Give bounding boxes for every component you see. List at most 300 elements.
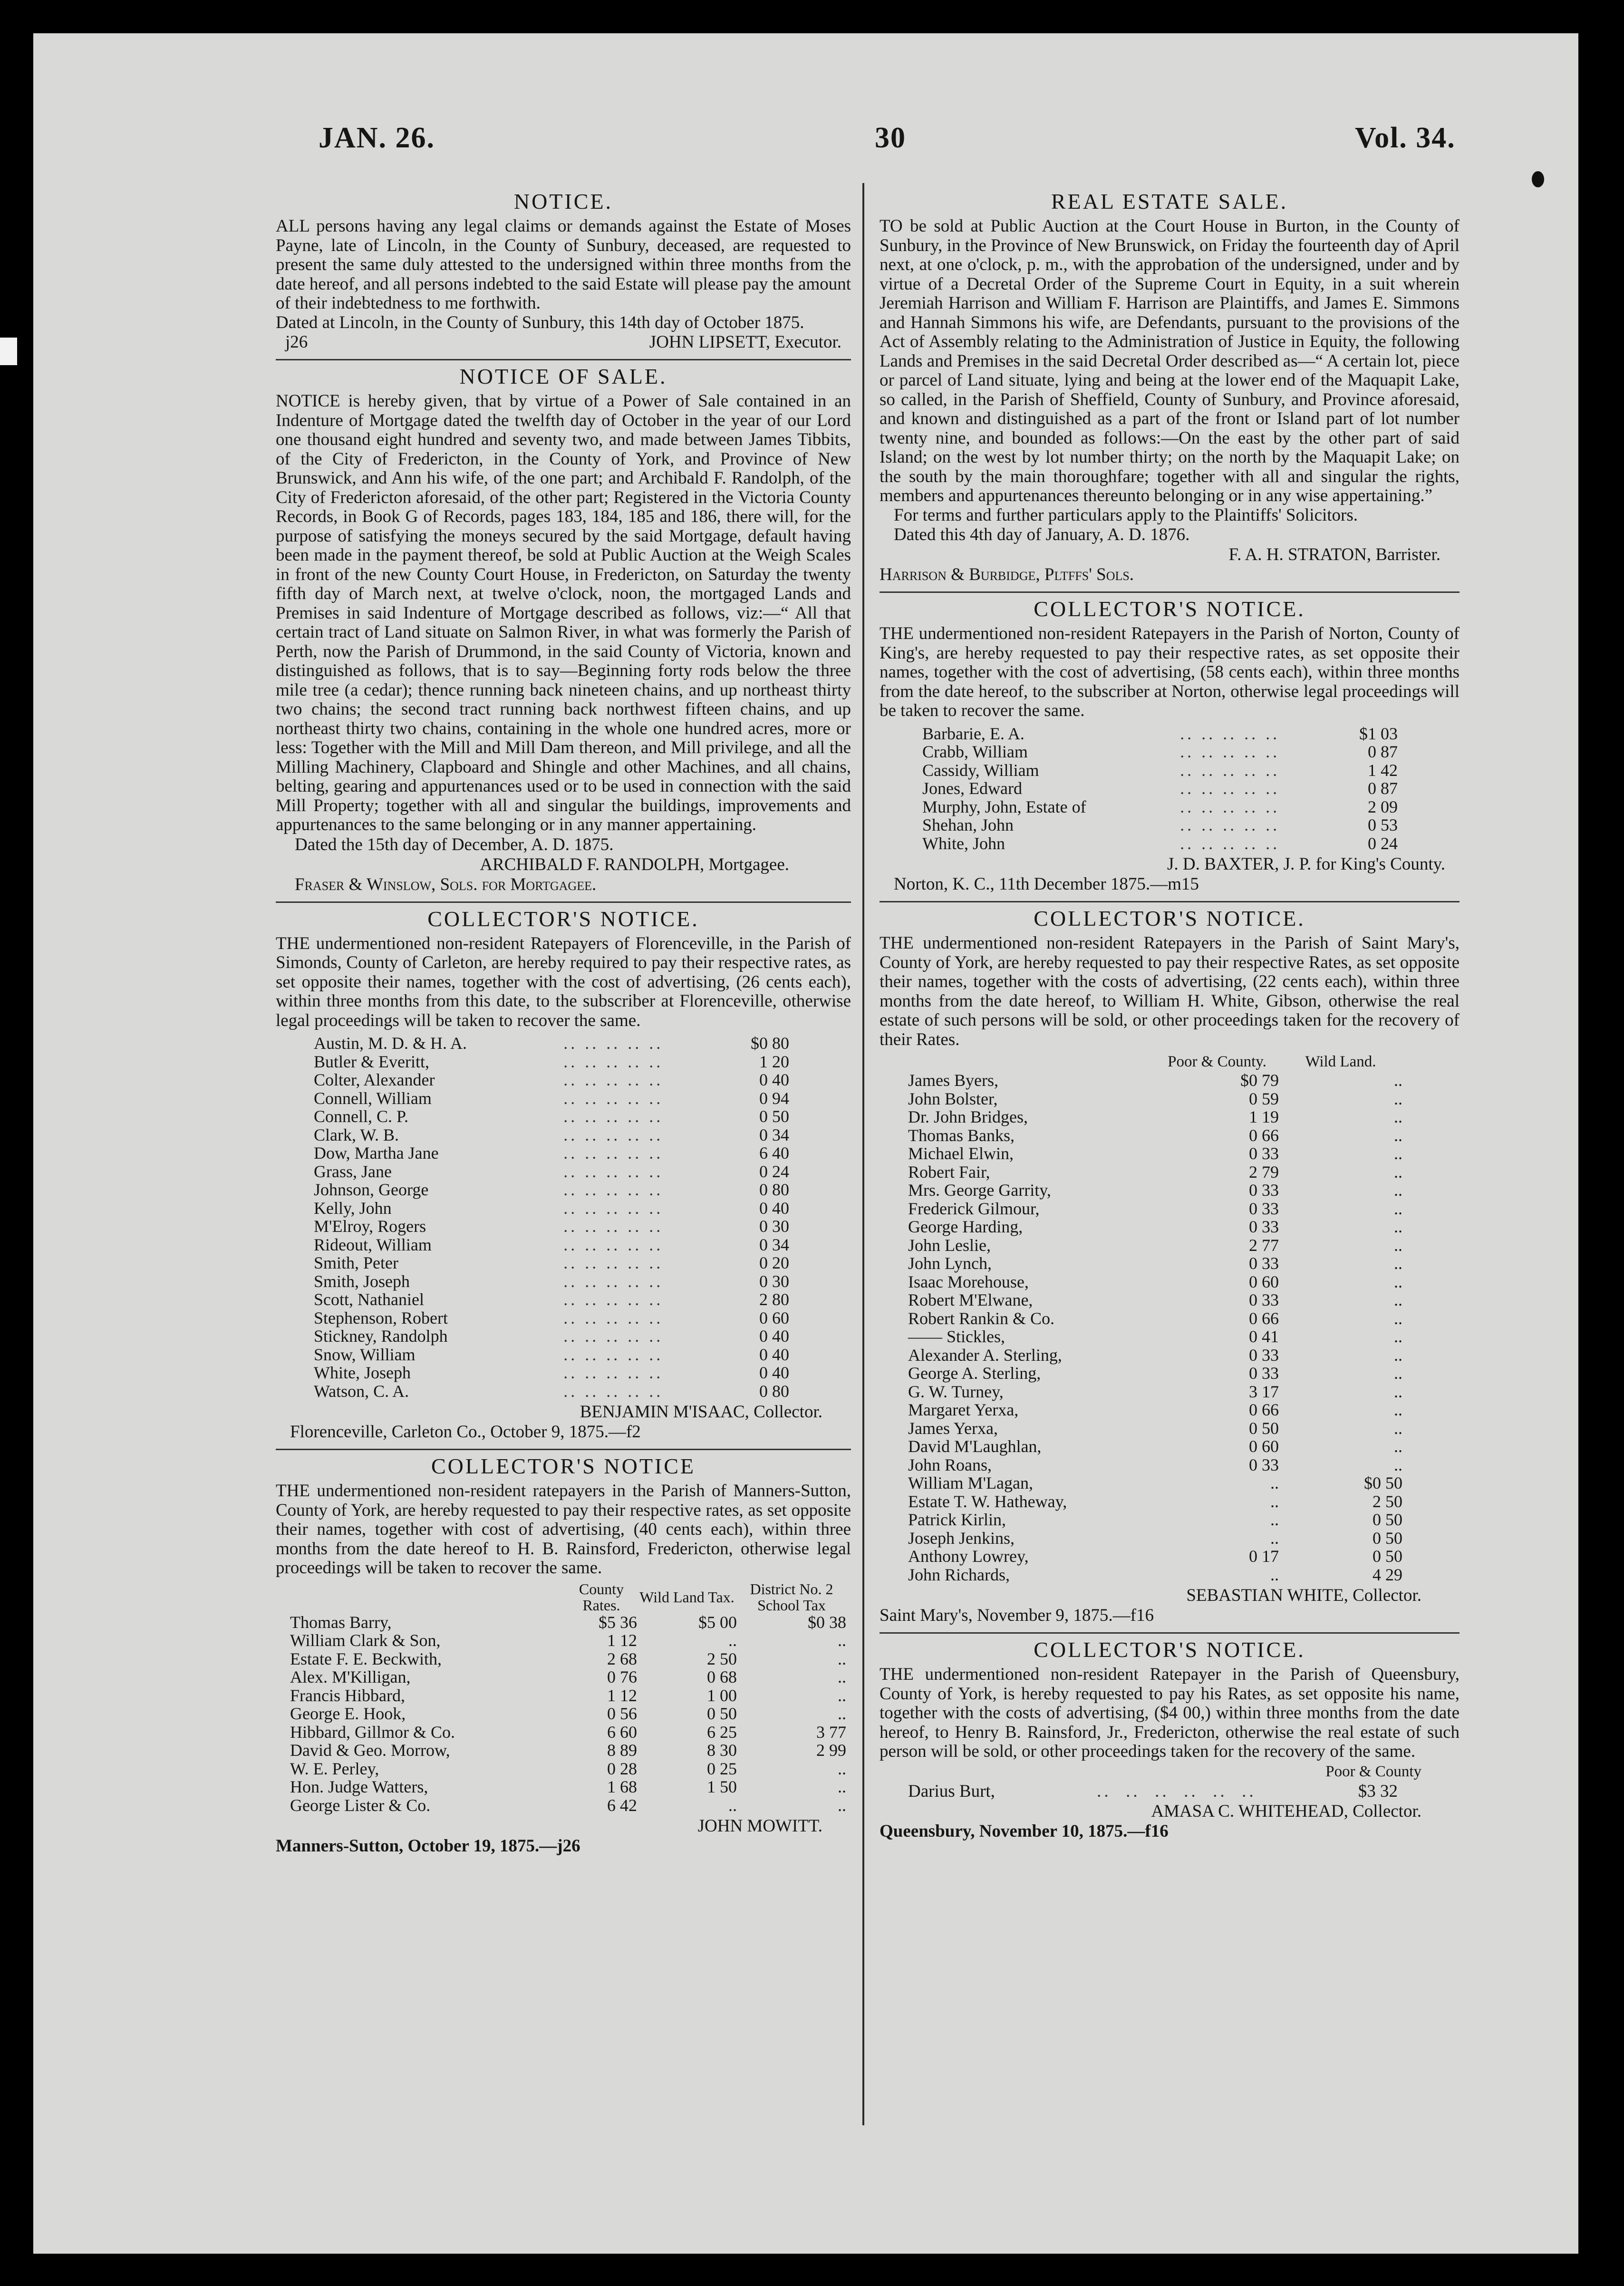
rate-wild: 6 25	[707, 1722, 737, 1742]
table-row	[922, 743, 1398, 761]
ratepayer-name: Alexander A. Sterling,	[908, 1345, 1062, 1365]
ratepayer-name: Francis Hibbard,	[290, 1685, 405, 1705]
ratepayer-name: Stickney, Randolph	[314, 1327, 448, 1346]
table-row	[314, 1144, 789, 1162]
table-row	[908, 1126, 1402, 1145]
rate-poor: ..	[1270, 1528, 1279, 1548]
rate-county: 6 42	[607, 1795, 637, 1815]
notice-dated: Florenceville, Carleton Co., October 9, 1875.—f2	[290, 1422, 641, 1442]
rate-wild: 0 50	[1373, 1510, 1402, 1529]
table-row	[922, 761, 1398, 780]
notice-title: NOTICE.	[513, 189, 613, 213]
rate-wild: 4 29	[1373, 1565, 1402, 1584]
scan-edge-mark	[0, 338, 17, 365]
ratepayer-name: William M'Lagan,	[908, 1473, 1033, 1492]
ratepayer-name: Shehan, John	[922, 815, 1014, 834]
table-row	[908, 1181, 1402, 1200]
rate-poor: 0 50	[1249, 1418, 1279, 1438]
table-row	[314, 1053, 789, 1071]
notice-signature: F. A. H. STRATON, Barrister.	[1228, 545, 1440, 564]
rate-wild: ..	[1394, 1217, 1402, 1236]
rate-poor: 0 59	[1249, 1089, 1279, 1108]
rate-amount: 2 80	[759, 1290, 789, 1309]
notice-body: THE undermentioned non-resident Ratepayer in the Parish of Queensbury, County of York, is hereby requested to pay his Rates, as set opposite his name, together with the costs of advertising, ($4 00,) within three months from the date hereof, to Henry B. Rainsford, Jr., Fredericton, otherwise the real estate of such person will be sold, or other proceedings taken for the recovery of the same.	[880, 1665, 1460, 1761]
ratepayer-name: Robert Rankin & Co.	[908, 1308, 1054, 1328]
rate-wild: 2 50	[1373, 1492, 1402, 1511]
table-row	[314, 1272, 789, 1291]
ratepayer-name: Hon. Judge Watters,	[290, 1777, 428, 1796]
table-row	[908, 1566, 1402, 1584]
ratepayer-name: John Lynch,	[908, 1254, 992, 1273]
notice-body: ALL persons having any legal claims or demands against the Estate of Moses Payne, late of Lincoln, in the County of Sunbury, deceased, are requested to present the same duly attested to the undersigned within three months from the date hereof, and all persons indebted to the said Estate will please pay the amount of their indebtedness to me forthwith.	[276, 216, 851, 313]
rate-wild: ..	[1394, 1308, 1402, 1328]
notice-code: j26	[285, 332, 308, 352]
leader-dots: .. .. .. .. ..	[563, 1271, 664, 1291]
table-row	[908, 1492, 1402, 1511]
notice-body: NOTICE is hereby given, that by virtue of a Power of Sale contained in an Indenture of Mortgage dated the twelfth day of October in the year of our Lord one thousand eight hundred and seventy two, and made between James Tibbits, of the City of Fredericton, in the County of York, and Province of New Brunswick, and Ann his wife, of the one part; and Archibald F. Randolph, of the City of Fredericton aforesaid, of the other part; Registered in the Victoria County Records, in Book G of Records, pages 183, 184, 185 and 186, there will, for the purpose of satisfying the moneys secured by the said Mortgage, default having been made in the payment thereof, be sold at Public Auction at the Weigh Scales in front of the new County Court House, in Fredericton, on Saturday the twenty fifth day of March next, at twelve o'clock, noon, the mortgaged Lands and Premises in said Indenture of Mortgage described as follows, viz:—“ All that certain tract of Land situate on Salmon River, in what was formerly the Parish of Perth, now the Parish of Drummond, in the said County of Victoria, known and distinguished as follows, that is to say—Beginning forty rods below the three mile tree (a cedar); thence running back nineteen chains, and up northeast thirty two chains; the second tract running back northwest fifteen chains, and up northeast thirty two chains, containing in the whole one hundred acres, more or less: Together with the Mill and Mill Dam thereon, and Mill privilege, and all the Milling Machinery, Clapboard and Shingle and other Machines, and all chains, belting, gearing and appurtenances used or to be used in connection with the said Mill Property; together with all and singular the buildings, improvements and appurtenances to the same belonging or in any manner appertaining.	[276, 391, 851, 834]
rate-wild: ..	[1394, 1235, 1402, 1255]
rate-wild: ..	[1394, 1400, 1402, 1419]
rates-table	[908, 1052, 1402, 1584]
table-row	[290, 1778, 846, 1796]
ratepayer-name: Butler & Everitt,	[314, 1052, 429, 1071]
ratepayer-name: Thomas Barry,	[290, 1612, 392, 1632]
rate-amount: 0 40	[759, 1198, 789, 1218]
ratepayer-name: Patrick Kirlin,	[908, 1510, 1006, 1529]
divider	[880, 591, 1460, 593]
notice-body: TO be sold at Public Auction at the Court House in Burton, in the County of Sunbury, in the Province of New Brunswick, on Friday the fourteenth day of April next, at one o'clock, p. m., with the approbation of the undersigned, under and by virtue of a Decretal Order of the Supreme Court in Equity, in a suit wherein Jeremiah Harrison and William F. Harrison are Plaintiffs, and James E. Simmons and Hannah Simmons his wife, are Defendants, pursuant to the provisions of the Act of Assembly relating to the Administration of Justice in Equity, the following Lands and Premises in the said Decretal Order described as—“ A certain lot, piece or parcel of Land situate, lying and being at the lower end of the Maquapit Lake, so called, in the Parish of Sheffield, County of Sunbury, and Province aforesaid, and known and distinguished as a part of the front or Island part of lot number twenty nine, and bounded as follows:—On the east by the other part of said Island; on the west by lot number thirty; on the north by the Maquapit Lake; on the south by the main thoroughfare; together with all and singular the rights, members and appurtenances thereunto belonging or in any wise appertaining.”	[880, 216, 1460, 505]
rate-amount: 0 40	[759, 1070, 789, 1089]
leader-dots: .. .. .. .. ..	[563, 1107, 664, 1126]
table-row	[290, 1705, 846, 1723]
rate-wild: ..	[1394, 1272, 1402, 1291]
ratepayer-name: Anthony Lowrey,	[908, 1547, 1029, 1566]
table-row	[290, 1668, 846, 1686]
rate-amount: 0 87	[1368, 742, 1398, 761]
rate-school: $0 38	[808, 1612, 846, 1632]
rate-county: 0 56	[607, 1704, 637, 1723]
rate-wild: 0 50	[707, 1704, 737, 1723]
ratepayer-table	[314, 1034, 789, 1400]
leader-dots: .. .. .. .. ..	[563, 1180, 664, 1199]
rate-wild: ..	[1394, 1125, 1402, 1145]
table-row	[908, 1273, 1402, 1291]
real-estate-sale	[880, 189, 1460, 585]
table-row	[314, 1254, 789, 1272]
table-row	[314, 1217, 789, 1236]
notice-solicitors: Harrison & Burbidge, Pltffs' Sols.	[880, 565, 1134, 584]
leader-dots: .. .. .. .. ..	[563, 1253, 664, 1272]
table-row	[908, 1529, 1402, 1548]
leader-dots: .. .. .. .. ..	[563, 1088, 664, 1108]
ratepayer-name: M'Elroy, Rogers	[314, 1217, 426, 1236]
rate-wild: ..	[1394, 1437, 1402, 1456]
ratepayer-name: Robert Fair,	[908, 1162, 990, 1182]
ratepayer-name: —— Stickles,	[908, 1327, 1005, 1346]
rate-school: 3 77	[816, 1722, 846, 1742]
col-header-school: District No. 2 School Tax	[750, 1580, 833, 1614]
divider	[276, 901, 851, 903]
rate-county: 0 76	[607, 1667, 637, 1686]
rate-wild: 2 50	[707, 1649, 737, 1668]
table-row	[314, 1199, 789, 1218]
table-row	[908, 1327, 1402, 1346]
table-row	[908, 1090, 1402, 1108]
rate-amount: 0 80	[759, 1180, 789, 1199]
notice-solicitors: Fraser & Winslow, Sols. for Mortgagee.	[295, 874, 597, 894]
table-row	[908, 1200, 1402, 1218]
table-row	[922, 725, 1398, 743]
ratepayer-name: John Richards,	[908, 1565, 1010, 1584]
rate-amount: 0 40	[759, 1327, 789, 1346]
ratepayer-name: Michael Elwin,	[908, 1144, 1014, 1163]
table-row	[908, 1144, 1402, 1163]
rate-county: 1 12	[607, 1631, 637, 1650]
ratepayer-name: George A. Sterling,	[908, 1364, 1041, 1383]
table-row	[908, 1456, 1402, 1474]
leader-dots: .. .. .. .. ..	[563, 1290, 664, 1309]
rate-wild: ..	[1394, 1364, 1402, 1383]
table-row	[908, 1236, 1402, 1255]
table-row	[314, 1071, 789, 1089]
leader-dots: .. .. .. .. ..	[1180, 833, 1280, 853]
ratepayer-name: Kelly, John	[314, 1198, 392, 1218]
rate-amount: 0 80	[759, 1381, 789, 1401]
table-row	[314, 1126, 789, 1144]
rate-amount: 0 53	[1368, 815, 1398, 834]
rate-poor: ..	[1270, 1473, 1279, 1492]
table-row	[314, 1181, 789, 1199]
rate-county: 0 28	[607, 1759, 637, 1778]
rate-school: ..	[838, 1704, 846, 1723]
notice-estate-payne	[276, 189, 851, 352]
rate-poor: 0 60	[1249, 1437, 1279, 1456]
notice-signature: ARCHIBALD F. RANDOLPH, Mortgagee.	[480, 854, 789, 874]
table-row	[908, 1071, 1402, 1090]
col-header-wild: Wild Land.	[1305, 1053, 1376, 1070]
rate-amount: 0 34	[759, 1125, 789, 1144]
col-header-poor: Poor & County.	[1168, 1053, 1266, 1070]
table-row	[290, 1686, 846, 1705]
rate-amount: 0 94	[759, 1088, 789, 1108]
rate-poor: 0 66	[1249, 1400, 1279, 1419]
leader-dots: .. .. .. .. ..	[1180, 742, 1280, 761]
issue-date: JAN. 26.	[319, 122, 435, 154]
rate-poor: 0 33	[1249, 1144, 1279, 1163]
column-rule	[862, 183, 864, 2125]
leader-dots: .. .. .. .. ..	[1180, 760, 1280, 780]
rate-amount: 0 30	[759, 1271, 789, 1291]
rate-wild: 0 50	[1373, 1528, 1402, 1548]
rate-wild: ..	[1394, 1345, 1402, 1365]
rate-county: 2 68	[607, 1649, 637, 1668]
ratepayer-name: Smith, Joseph	[314, 1271, 410, 1291]
leader-dots: .. .. .. .. ..	[1180, 815, 1280, 834]
divider	[880, 901, 1460, 902]
table-row	[908, 1474, 1402, 1492]
rate-wild: 0 68	[707, 1667, 737, 1686]
rate-poor: 0 17	[1249, 1547, 1279, 1566]
rate-amount: 0 24	[759, 1162, 789, 1181]
divider	[880, 1632, 1460, 1634]
ratepayer-name: John Leslie,	[908, 1235, 991, 1255]
ratepayer-name: Joseph Jenkins,	[908, 1528, 1015, 1548]
rate-wild: 0 50	[1373, 1547, 1402, 1566]
rate-amount: 1 20	[759, 1052, 789, 1071]
table-row	[908, 1511, 1402, 1529]
ratepayer-name: W. E. Perley,	[290, 1759, 379, 1778]
ratepayer-name: Barbarie, E. A.	[922, 724, 1025, 743]
ratepayer-name: Mrs. George Garrity,	[908, 1181, 1051, 1200]
rate-school: ..	[838, 1649, 846, 1668]
ratepayer-name: Estate T. W. Hatheway,	[908, 1492, 1067, 1511]
ratepayer-name: Connell, William	[314, 1088, 432, 1108]
rate-wild: ..	[1394, 1254, 1402, 1273]
table-row	[314, 1364, 789, 1382]
rate-school: ..	[838, 1667, 846, 1686]
rate-amount: 0 24	[1368, 833, 1398, 853]
leader-dots: .. .. .. .. ..	[1180, 724, 1280, 743]
rate-poor: 0 33	[1249, 1345, 1279, 1365]
rate-amount: 6 40	[759, 1143, 789, 1162]
leader-dots: .. .. .. .. ..	[563, 1235, 664, 1254]
rate-amount: 0 40	[759, 1363, 789, 1382]
table-row	[314, 1327, 789, 1346]
rate-amount: 0 30	[759, 1217, 789, 1236]
leader-dots: .. .. .. .. ..	[1180, 797, 1280, 816]
ratepayer-name: George Harding,	[908, 1217, 1023, 1236]
table-row	[314, 1309, 789, 1327]
leader-dots: .. .. .. .. ..	[563, 1345, 664, 1364]
rate-school: 2 99	[816, 1741, 846, 1760]
col-header-wild: Wild Land Tax.	[639, 1588, 735, 1606]
table-row	[290, 1613, 846, 1632]
rate-wild: ..	[1394, 1327, 1402, 1346]
rate-poor: 0 33	[1249, 1455, 1279, 1474]
table-row	[908, 1218, 1402, 1236]
rate-wild: ..	[1394, 1418, 1402, 1438]
table-row	[314, 1290, 789, 1309]
leader-dots: .. .. .. .. ..	[563, 1381, 664, 1401]
ratepayer-name: Clark, W. B.	[314, 1125, 399, 1144]
ratepayer-table	[922, 725, 1398, 853]
leader-dots: .. .. .. .. ..	[1180, 779, 1280, 798]
rate-wild: $5 00	[698, 1612, 737, 1632]
table-row	[922, 834, 1398, 853]
table-row	[908, 1163, 1402, 1182]
leader-dots: .. .. .. .. ..	[563, 1052, 664, 1071]
rate-amount: $0 80	[751, 1034, 789, 1053]
notice-body: THE undermentioned non-resident ratepayers in the Parish of Manners-Sutton, County of York, are hereby requested to pay their respective rates, as set opposite their names, together with cost of advertising, (40 cents each), within three months from the date hereof to H. B. Rainsford, Fredericton, otherwise legal proceedings will be taken to recover the same.	[276, 1481, 851, 1578]
ratepayer-name: Johnson, George	[314, 1180, 429, 1199]
ratepayer-name: William Clark & Son,	[290, 1631, 441, 1650]
leader-dots: .. .. .. .. ..	[563, 1143, 664, 1162]
notice-signature: AMASA C. WHITEHEAD, Collector.	[1151, 1801, 1421, 1821]
notice-signature: JOHN MOWITT.	[697, 1816, 822, 1836]
ratepayer-name: Isaac Morehouse,	[908, 1272, 1029, 1291]
ratepayer-name: Estate F. E. Beckwith,	[290, 1649, 442, 1668]
ratepayer-name: Crabb, William	[922, 742, 1028, 761]
ratepayer-name: Hibbard, Gillmor & Co.	[290, 1722, 455, 1742]
rate-poor: ..	[1270, 1510, 1279, 1529]
rate-poor: 0 33	[1249, 1364, 1279, 1383]
rate-wild: ..	[1394, 1144, 1402, 1163]
ratepayer-name: David & Geo. Morrow,	[290, 1741, 450, 1760]
ratepayer-name: Watson, C. A.	[314, 1381, 409, 1401]
divider	[276, 359, 851, 360]
notice-title: COLLECTOR'S NOTICE.	[1034, 906, 1305, 930]
rate-poor: ..	[1270, 1565, 1279, 1584]
ratepayer-name: John Roans,	[908, 1455, 992, 1474]
table-row	[290, 1741, 846, 1760]
rate-amount: 0 60	[759, 1308, 789, 1327]
rate-school: ..	[838, 1777, 846, 1796]
notice-signature: SEBASTIAN WHITE, Collector.	[1186, 1586, 1421, 1605]
rate-wild: 8 30	[707, 1741, 737, 1760]
rate-county: 8 89	[607, 1741, 637, 1760]
table-row	[314, 1346, 789, 1364]
rate-wild: ..	[1394, 1290, 1402, 1309]
notice-title: NOTICE OF SALE.	[459, 364, 667, 388]
collector-notice-norton	[880, 597, 1460, 894]
notice-signature: JOHN LIPSETT, Executor.	[649, 332, 841, 352]
rate-poor: 2 77	[1249, 1235, 1279, 1255]
table-row	[908, 1364, 1402, 1383]
ratepayer-name: Dow, Martha Jane	[314, 1143, 439, 1162]
notice-dated: Saint Mary's, November 9, 1875.—f16	[880, 1606, 1154, 1625]
table-row	[314, 1382, 789, 1401]
rate-wild: ..	[1394, 1199, 1402, 1218]
rate-wild: ..	[728, 1631, 737, 1650]
table-row	[290, 1631, 846, 1650]
table-row	[908, 1437, 1402, 1456]
table-row	[908, 1419, 1402, 1438]
rate-amount: 0 20	[759, 1253, 789, 1272]
ratepayer-name: Margaret Yerxa,	[908, 1400, 1019, 1419]
rate-poor: 0 41	[1249, 1327, 1279, 1346]
collector-notice-florenceville	[276, 907, 851, 1443]
scan-speck	[1532, 171, 1544, 187]
rate-school: ..	[838, 1685, 846, 1705]
ratepayer-name: George Lister & Co.	[290, 1795, 431, 1815]
rate-wild: ..	[1394, 1382, 1402, 1401]
notice-title: COLLECTOR'S NOTICE	[431, 1454, 696, 1478]
leader-dots: .. .. .. .. ..	[563, 1198, 664, 1218]
rate-amount: 0 34	[759, 1235, 789, 1254]
table-row	[908, 1346, 1402, 1365]
table-row	[908, 1254, 1402, 1273]
rate-wild: $0 50	[1364, 1473, 1402, 1492]
rate-wild: ..	[1394, 1071, 1402, 1090]
notice-title: COLLECTOR'S NOTICE.	[1034, 1637, 1305, 1662]
notice-of-sale	[276, 364, 851, 895]
ratepayer-row	[880, 1782, 1460, 1802]
rate-amount: 1 42	[1368, 760, 1398, 780]
leader-dots: .. .. .. .. ..	[563, 1308, 664, 1327]
rate-poor: 0 33	[1249, 1181, 1279, 1200]
ratepayer-name: White, John	[922, 833, 1005, 853]
leader-dots: .. .. .. .. ..	[563, 1327, 664, 1346]
table-row	[314, 1162, 789, 1181]
table-row	[290, 1650, 846, 1668]
table-row	[908, 1108, 1402, 1126]
table-row	[314, 1236, 789, 1254]
rate-poor: ..	[1270, 1492, 1279, 1511]
notice-dated: Queensbury, November 10, 1875.—f16	[880, 1821, 1169, 1841]
notice-body: THE undermentioned non-resident Ratepayers in the Parish of Saint Mary's, County of York, are hereby requested to pay their respective Rates, as set opposite their names, together with the costs of advertising, (22 cents each), within three months from the date hereof, to William H. White, Gibson, otherwise the real estate of such persons will be sold, or other proceedings taken for the recovery of their Rates.	[880, 933, 1460, 1049]
ratepayer-name: G. W. Turney,	[908, 1382, 1004, 1401]
rate-county: 6 60	[607, 1722, 637, 1742]
ratepayer-name: Snow, William	[314, 1345, 416, 1364]
ratepayer-name: Stephenson, Robert	[314, 1308, 448, 1327]
rate-poor: 0 60	[1249, 1272, 1279, 1291]
rate-wild: ..	[728, 1795, 737, 1815]
ratepayer-name: George E. Hook,	[290, 1704, 406, 1723]
table-row	[908, 1547, 1402, 1566]
ratepayer-name: Darius Burt,	[908, 1781, 995, 1801]
ratepayer-name: Alex. M'Killigan,	[290, 1667, 411, 1686]
leader-dots: .. .. .. .. .. ..	[1097, 1781, 1257, 1801]
ratepayer-name: Rideout, William	[314, 1235, 432, 1254]
rate-poor: 0 33	[1249, 1199, 1279, 1218]
table-row	[290, 1723, 846, 1742]
rate-amount: 0 40	[759, 1345, 789, 1364]
notice-dated: Norton, K. C., 11th December 1875.—m15	[894, 874, 1199, 894]
rate-poor: 3 17	[1249, 1382, 1279, 1401]
rate-poor: 1 19	[1249, 1107, 1279, 1126]
leader-dots: .. .. .. .. ..	[563, 1034, 664, 1053]
table-row	[908, 1309, 1402, 1328]
ratepayer-name: Jones, Edward	[922, 779, 1022, 798]
table-row	[922, 779, 1398, 798]
rate-wild: ..	[1394, 1089, 1402, 1108]
ratepayer-name: Cassidy, William	[922, 760, 1039, 780]
divider	[276, 1449, 851, 1450]
ratepayer-name: John Bolster,	[908, 1089, 998, 1108]
ratepayer-name: Murphy, John, Estate of	[922, 797, 1086, 816]
rate-amount: 0 50	[759, 1107, 789, 1126]
rate-poor: 0 33	[1249, 1254, 1279, 1273]
rate-wild: 1 00	[707, 1685, 737, 1705]
notice-dated: Dated this 4th day of January, A. D. 1876.	[894, 525, 1190, 544]
leader-dots: .. .. .. .. ..	[563, 1363, 664, 1382]
table-row	[922, 798, 1398, 816]
rate-school: ..	[838, 1795, 846, 1815]
ratepayer-name: Dr. John Bridges,	[908, 1107, 1028, 1126]
rate-county: 1 68	[607, 1777, 637, 1796]
ratepayer-name: Smith, Peter	[314, 1253, 398, 1272]
table-row	[290, 1796, 846, 1815]
rate-county: 1 12	[607, 1685, 637, 1705]
ratepayer-name: Austin, M. D. & H. A.	[314, 1034, 467, 1053]
notice-title: COLLECTOR'S NOTICE.	[1034, 597, 1305, 621]
ratepayer-amount: $3 32	[1358, 1781, 1398, 1801]
notice-body: THE undermentioned non-resident Ratepayers in the Parish of Norton, County of King's, are hereby requested to pay their respective rates, as set opposite their names, together with the cost of advertising, (58 cents each), within three months from the date hereof, to the subscriber at Norton, otherwise legal proceedings will be taken to recover the same.	[880, 624, 1460, 720]
table-row	[908, 1383, 1402, 1401]
notice-title: COLLECTOR'S NOTICE.	[427, 906, 699, 931]
ratepayer-name: Thomas Banks,	[908, 1125, 1015, 1145]
page-number: 30	[875, 122, 906, 154]
ratepayer-name: Robert M'Elwane,	[908, 1290, 1033, 1309]
rate-poor: 0 33	[1249, 1217, 1279, 1236]
ratepayer-name: James Byers,	[908, 1071, 998, 1090]
rate-wild: ..	[1394, 1107, 1402, 1126]
collector-notice-saint-marys	[880, 906, 1460, 1626]
leader-dots: .. .. .. .. ..	[563, 1070, 664, 1089]
volume-number: Vol. 34.	[1355, 122, 1456, 154]
ratepayer-name: White, Joseph	[314, 1363, 411, 1382]
rate-amount: $1 03	[1359, 724, 1398, 743]
